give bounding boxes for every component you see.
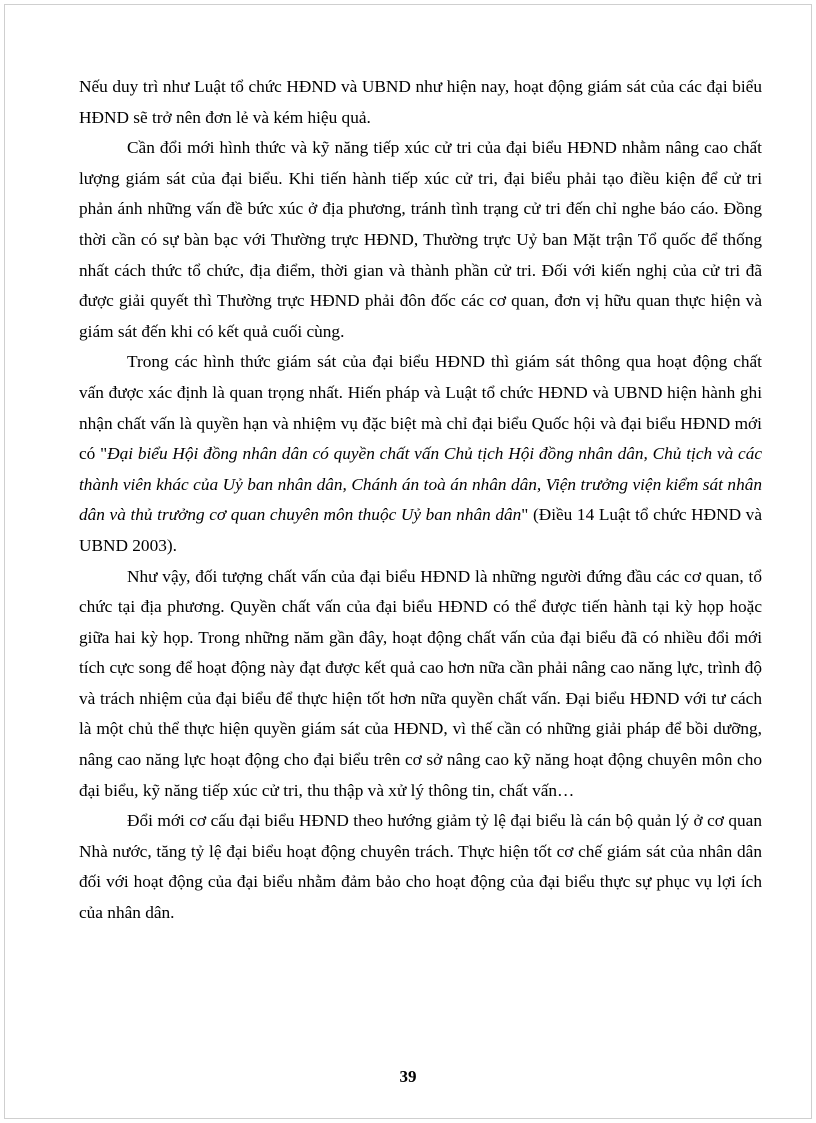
paragraph-voter-contact: Cần đổi mới hình thức và kỹ năng tiếp xúc cử tri của đại biểu HĐND nhằm nâng cao chất lượng giám sát của đại biểu. Khi tiến hành tiếp xúc cử tri, đại biểu phải tạo điều kiện để cử tri phản ánh những vấn đề bức xúc ở địa phương, tránh tình trạng cử tri đến chỉ nghe báo cáo. Đồng thời cần có sự bàn bạc với Thường trực HĐND, Thường trực Uỷ ban Mặt trận Tổ quốc để thống nhất cách thức tổ chức, địa điểm, thời gian và thành phần cử tri. Đối với kiến nghị của cử tri đã được giải quyết thì Thường trực HĐND phải đôn đốc các cơ quan, đơn vị hữu quan thực hiện và giám sát đến khi có kết quả cuối cùng. [79,138,762,341]
paragraph-questioning [79,347,762,561]
paragraph-questioning-subjects: Như vậy, đối tượng chất vấn của đại biểu HĐND là những người đứng đầu các cơ quan, tổ chức tại địa phương. Quyền chất vấn của đại biểu HĐND có thể được tiến hành tại kỳ họp hoặc giữa hai kỳ họp. Trong những năm gần đây, hoạt động chất vấn của đại biểu đã có nhiều đổi mới tích cực song để hoạt động này đạt được kết quả cao hơn nữa cần phải nâng cao năng lực, trình độ và trách nhiệm của đại biểu để thực hiện tốt hơn nữa quyền chất vấn. Đại biểu HĐND với tư cách là một chủ thể thực hiện quyền giám sát của HĐND, vì thế cần có những giải pháp để bồi dưỡng, nâng cao năng lực hoạt động cho đại biểu trên cơ sở nâng cao kỹ năng hoạt động chuyên môn cho đại biểu, kỹ năng tiếp xúc cử tri, thu thập và xử lý thông tin, chất vấn… [79,566,762,800]
paragraph-delegate-structure: Đổi mới cơ cấu đại biểu HĐND theo hướng giảm tỷ lệ đại biểu là cán bộ quản lý ở cơ quan Nhà nước, tăng tỷ lệ đại biểu hoạt động chuyên trách. Thực hiện tốt cơ chế giám sát của nhân dân đối với hoạt động của đại biểu nhằm đảm bảo cho hoạt động của đại biểu thực sự phục vụ lợi ích của nhân dân. [79,811,762,923]
paragraph-questioning-citation: " (Điều 14 Luật tổ chức HĐND và UBND 2003). [79,505,762,555]
quoted-law-text: Đại biểu Hội đồng nhân dân có quyền chất vấn Chủ tịch Hội đồng nhân dân, Chủ tịch và các thành viên khác của Uỷ ban nhân dân, Chánh án toà án nhân dân, Viện trưởng viện kiểm sát nhân dân và thủ trưởng cơ quan chuyên môn thuộc Uỷ ban nhân dân [79,444,763,525]
page-number: 39 [399,1067,417,1086]
paragraph-continuation: Nếu duy trì như Luật tổ chức HĐND và UBND như hiện nay, hoạt động giám sát của các đại biểu HĐND sẽ trở nên đơn lẻ và kém hiệu quả. [79,77,762,127]
paragraph-questioning-intro: Trong các hình thức giám sát của đại biểu HĐND thì giám sát thông qua hoạt động chất vấn được xác định là quan trọng nhất. Hiến pháp và Luật tổ chức HĐND và UBND hiện hành ghi nhận chất vấn là quyền hạn và nhiệm vụ đặc biệt mà chỉ đại biểu Quốc hội và đại biểu HĐND mới có " [79,352,762,464]
document-body [79,72,762,929]
